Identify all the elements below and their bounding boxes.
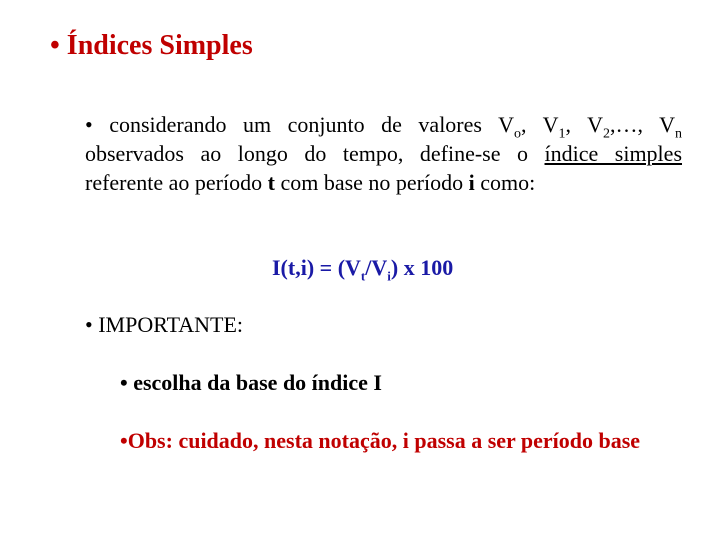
- period-i: i: [468, 170, 475, 195]
- subscript-o: o: [513, 126, 521, 142]
- paragraph-line-1: • considerando um conjunto de valores $V_o$, $V_1$, $V_2,\dots$, $V_n$: [85, 112, 683, 142]
- underlined-term: índice simples: [544, 141, 682, 166]
- formula-subscript-i: i: [387, 268, 391, 284]
- index-formula: $I(t,i) = (V_t/V_i)$ x 100: [272, 255, 454, 284]
- base-choice-item: • escolha da base do índice I: [120, 370, 382, 395]
- paragraph-line-2: observados ao longo do tempo, define-se o índice simples: [85, 141, 682, 166]
- slide-title: • Índices Simples: [50, 30, 253, 61]
- period-t: t: [267, 170, 275, 195]
- subscript-n: n: [675, 126, 683, 142]
- observation-note: •Obs: cuidado, nesta notação, i passa a ser período base: [120, 428, 641, 453]
- definition-paragraph: [85, 110, 682, 197]
- important-heading: • IMPORTANTE:: [85, 312, 244, 337]
- formula-subscript-t: t: [360, 268, 366, 284]
- paragraph-line-3: referente ao período t com base no período i como:: [85, 170, 536, 195]
- subscript-2: 2: [603, 126, 610, 142]
- bullet: •: [85, 112, 93, 137]
- subscript-1: 1: [558, 126, 566, 142]
